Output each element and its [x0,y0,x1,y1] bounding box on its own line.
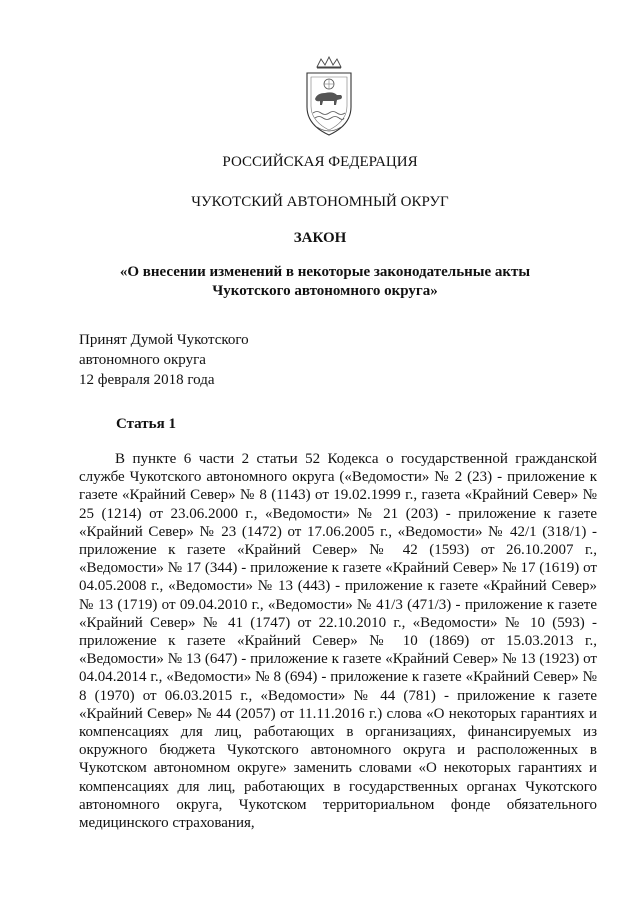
adoption-info [79,330,379,390]
adoption-line: Принят Думой Чукотского [79,332,249,348]
adoption-line: автономного округа [79,352,206,368]
law-title: «О внесении изменений в некоторые законодательные акты Чукотского автономного округа» [119,264,531,299]
adoption-date: 12 февраля 2018 года [79,372,215,388]
document-type-heading: ЗАКОН [293,230,347,246]
article-heading: Статья 1 [116,416,176,432]
region-heading: ЧУКОТСКИЙ АВТОНОМНЫЙ ОКРУГ [191,194,449,210]
chukotka-coat-of-arms-icon [303,55,355,139]
article-paragraph: В пункте 6 части 2 статьи 52 Кодекса о государственной гражданской службе Чукотского автономного округа («Ведомости» № 2 (23) - приложение к газете «Крайний Север» № 8 (1143) от 19.02.1999 г., газета «Крайний Север» № 25 (1214) от 23.06.2000 г., «Ведомости» № 21 (203) - приложение к газете «Крайний Север» № 23 (1472) от 17.06.2005 г., «Ведомости» № 42/1 (318/1) - приложение к газете «Крайний Север» № 42 (1593) от 26.10.2007 г., «Ведомости» № 17 (344) - приложение к газете «Крайний Север» № 17 (1619) от 04.05.2008 г., «Ведомости» № 13 (443) - приложение к газете «Крайний Север» № 13 (1719) от 09.04.2010 г., «Ведомости» № 41/3 (471/3) - приложение к газете «Крайний Север» № 41 (1747) от 22.10.2010 г., «Ведомости» № 10 (593) - приложение к газете «Крайний Север» № 10 (1869) от 15.03.2013 г., «Ведомости» № 13 (647) - приложение к газете «Крайний Север» № 13 (1923) от 04.04.2014 г., «Ведомости» № 8 (694) - приложение к газете «Крайний Север» № 8 (1970) от 06.03.2015 г., «Ведомости» № 44 (781) - приложение к газете «Крайний Север» № 44 (2057) от 11.11.2016 г.) слова «О некоторых гарантиях и компенсациях для лиц, работающих в организациях, финансируемых из окружного бюджета Чукотского автономного округа и расположенных в Чукотском автономном округе» заменить словами «О некоторых гарантиях и компенсациях для лиц, работающих в государственных органах Чукотского автономного округа, Чукотском территориальном фонде обязательного медицинского страхования, [79,451,597,832]
country-heading: РОССИЙСКАЯ ФЕДЕРАЦИЯ [222,154,418,170]
